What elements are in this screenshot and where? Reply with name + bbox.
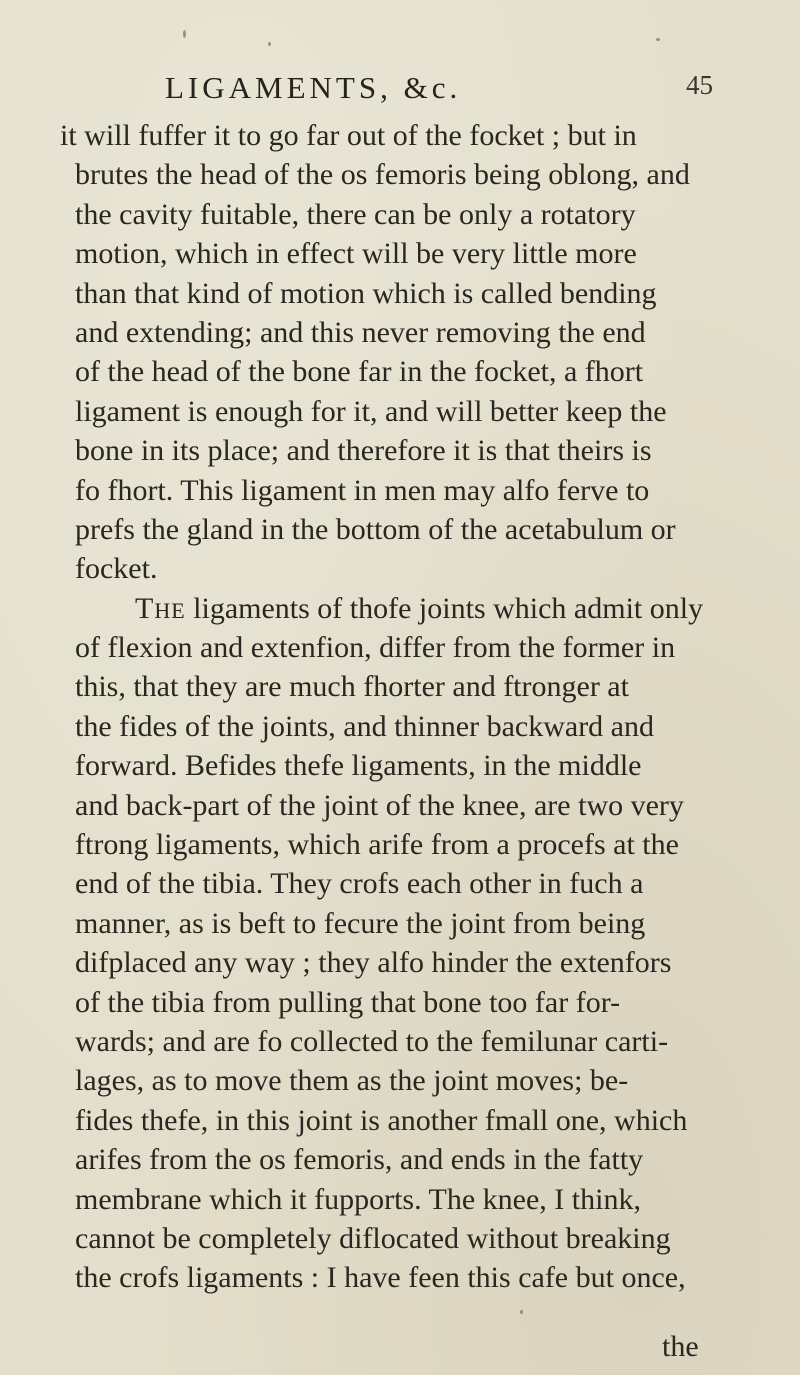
text-line: [60, 1101, 800, 1140]
text-line: [60, 313, 800, 352]
text-line: [60, 392, 800, 431]
text-line: [60, 707, 800, 746]
paragraph-opening-smallcaps: THE: [135, 591, 186, 625]
paper-speck: [268, 42, 271, 46]
text-line: [60, 549, 800, 588]
paper-speck: [520, 1310, 523, 1314]
text-line-content: prefs the gland in the bottom of the acetabulum or: [75, 512, 676, 546]
text-line: [60, 943, 800, 982]
page-header: [0, 70, 800, 120]
text-line-content: lages, as to move them as the joint moves; be-: [75, 1064, 629, 1098]
text-line-content: cannot be completely diflocated without breaking: [75, 1221, 671, 1255]
text-line-content: of flexion and extenfion, differ from the former in: [75, 631, 676, 665]
text-line-content: end of the tibia. They crofs each other in fuch a: [75, 867, 644, 901]
text-line-content: the fides of the joints, and thinner backward and: [75, 709, 654, 743]
text-line-content: the crofs ligaments : I have feen this cafe but once,: [75, 1261, 686, 1295]
text-line: [60, 628, 800, 667]
running-title: LIGAMENTS, &c.: [165, 70, 462, 105]
text-line-content: motion, which in effect will be very little more: [75, 237, 637, 271]
text-line: [60, 431, 800, 470]
text-line: [60, 667, 800, 706]
text-line: [60, 352, 800, 391]
text-line: [60, 234, 800, 273]
text-line-content: brutes the head of the os femoris being oblong, and: [75, 158, 690, 192]
text-line: [60, 1219, 800, 1258]
text-line-content: fides thefe, in this joint is another fmall one, which: [75, 1103, 688, 1137]
text-line: [60, 1061, 800, 1100]
text-line: [60, 471, 800, 510]
text-line: [60, 1180, 800, 1219]
text-line: [60, 1140, 800, 1179]
text-line: [60, 904, 800, 943]
paper-speck: [656, 38, 660, 41]
text-line-content: difplaced any way ; they alfo hinder the extenfors: [75, 946, 672, 980]
text-line: [60, 1258, 800, 1297]
text-line: [60, 1022, 800, 1061]
text-line-content: ligaments of thofe joints which admit only: [185, 591, 704, 625]
text-line: [60, 589, 800, 628]
page-number: 45: [686, 70, 713, 100]
body-text: [60, 116, 800, 1298]
text-line: [60, 155, 800, 194]
text-line-content: and extending; and this never removing the end: [75, 315, 646, 349]
text-line-content: the cavity fuitable, there can be only a rotatory: [75, 197, 636, 231]
text-line: [60, 274, 800, 313]
text-line: [60, 195, 800, 234]
text-line: [60, 116, 800, 155]
paper-speck: [183, 30, 186, 38]
text-line-content: than that kind of motion which is called bending: [75, 276, 657, 310]
text-line: [60, 786, 800, 825]
text-line-content: fo fhort. This ligament in men may alfo ferve to: [75, 473, 650, 507]
text-line-content: membrane which it fupports. The knee, I think,: [75, 1182, 641, 1216]
text-line-content: focket.: [75, 552, 158, 586]
text-line-content: manner, as is beft to fecure the joint from being: [75, 906, 646, 940]
text-line-content: of the head of the bone far in the focket, a fhort: [75, 355, 644, 389]
text-line-content: of the tibia from pulling that bone too far for-: [75, 985, 621, 1019]
text-line: [60, 510, 800, 549]
text-line-content: ftrong ligaments, which arife from a procefs at the: [75, 828, 679, 862]
catchword: the: [662, 1330, 699, 1363]
text-line-content: forward. Befides thefe ligaments, in the middle: [75, 749, 642, 783]
text-line-content: ligament is enough for it, and will better keep the: [75, 394, 667, 428]
text-line-content: arifes from the os femoris, and ends in the fatty: [75, 1143, 644, 1177]
text-line-content: this, that they are much fhorter and ftronger at: [75, 670, 629, 704]
text-line-content: it will fuffer it to go far out of the focket ; but in: [60, 119, 637, 152]
text-line-content: bone in its place; and therefore it is that theirs is: [75, 434, 652, 468]
text-line: [60, 983, 800, 1022]
text-line-content: wards; and are fo collected to the femilunar carti-: [75, 1024, 669, 1058]
text-line: [60, 825, 800, 864]
text-line: [60, 864, 800, 903]
text-line-content: and back-part of the joint of the knee, are two very: [75, 788, 684, 822]
text-line: [60, 746, 800, 785]
